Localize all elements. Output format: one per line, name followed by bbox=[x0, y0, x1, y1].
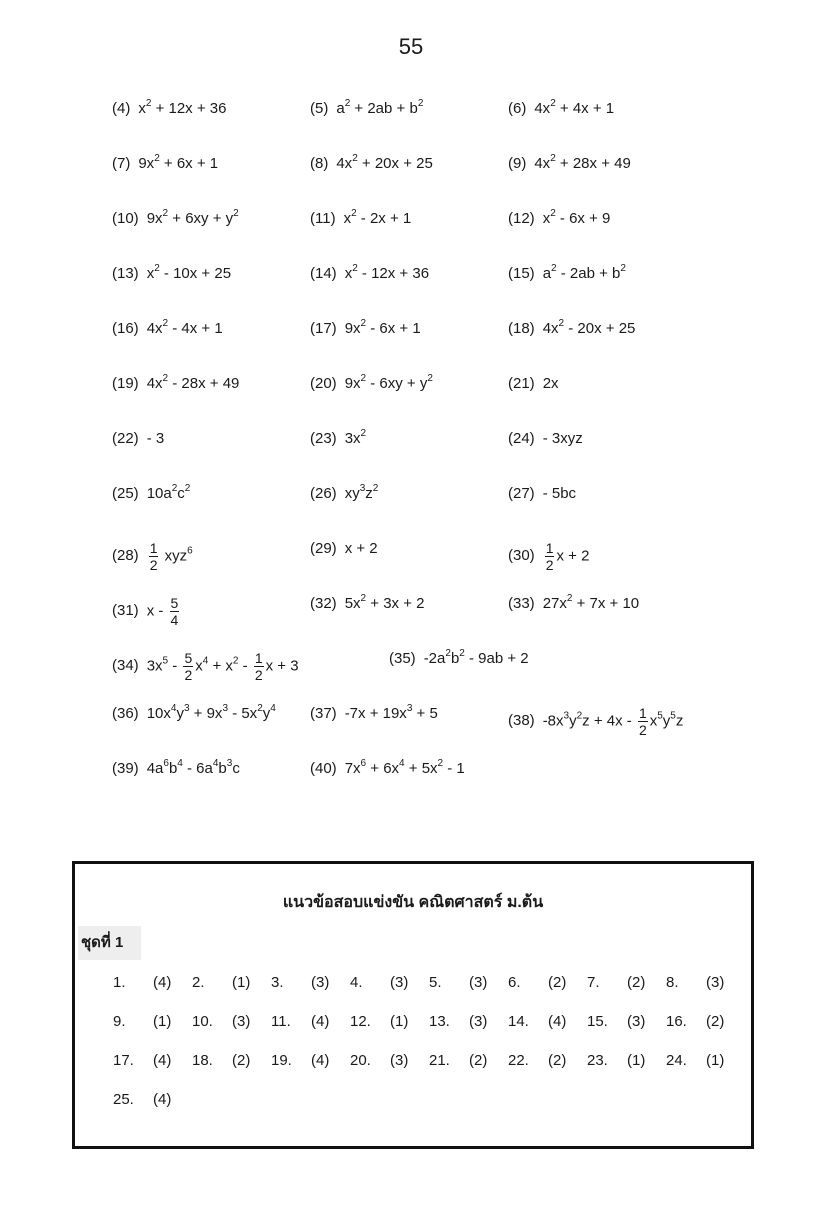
item-number: (7) bbox=[112, 155, 131, 172]
answer-item bbox=[508, 705, 683, 738]
answer-choice: (2) bbox=[706, 1013, 725, 1030]
item-number: (19) bbox=[112, 375, 139, 392]
answer-item bbox=[508, 100, 614, 117]
answer-choice: (3) bbox=[469, 974, 488, 991]
answer-choice: (3) bbox=[390, 974, 409, 991]
item-number: (27) bbox=[508, 485, 535, 502]
question-number: 18. bbox=[192, 1052, 213, 1069]
question-number: 23. bbox=[587, 1052, 608, 1069]
item-number: (9) bbox=[508, 155, 527, 172]
answer-choice: (3) bbox=[627, 1013, 646, 1030]
answer-choice: (2) bbox=[469, 1052, 488, 1069]
answer-row bbox=[112, 750, 772, 805]
answer-choice: (1) bbox=[390, 1013, 409, 1030]
item-expression: $5x^2 + 3x + 2$ bbox=[344, 593, 425, 612]
item-number: (40) bbox=[310, 760, 337, 777]
question-number: 24. bbox=[666, 1052, 687, 1069]
question-number: 6. bbox=[508, 974, 521, 991]
answer-item bbox=[112, 705, 276, 722]
item-number: (15) bbox=[508, 265, 535, 282]
item-number: (37) bbox=[310, 705, 337, 722]
answer-choice: (4) bbox=[153, 1091, 172, 1108]
answer-item bbox=[310, 760, 465, 777]
question-number: 14. bbox=[508, 1013, 529, 1030]
answer-item bbox=[112, 100, 226, 117]
answer-item bbox=[112, 430, 164, 447]
item-expression: $x^2 - 10x + 25$ bbox=[146, 263, 232, 282]
item-number: (12) bbox=[508, 210, 535, 227]
answer-row bbox=[112, 145, 772, 200]
item-number: (31) bbox=[112, 602, 139, 620]
item-expression: $4x^2 - 28x + 49$ bbox=[146, 373, 240, 392]
answer-choice: (4) bbox=[548, 1013, 567, 1030]
question-number: 21. bbox=[429, 1052, 450, 1069]
item-expression: $9x^2 + 6xy + y^2$ bbox=[146, 208, 239, 227]
item-expression: $x^2 - 2x + 1$ bbox=[343, 208, 412, 227]
answer-choice: (3) bbox=[706, 974, 725, 991]
answer-item bbox=[310, 430, 366, 447]
answer-key-row bbox=[113, 1007, 753, 1046]
question-number: 10. bbox=[192, 1013, 213, 1030]
item-expression: $4x^2 + 4x + 1$ bbox=[534, 98, 615, 117]
answer-item bbox=[508, 540, 589, 573]
item-number: (16) bbox=[112, 320, 139, 337]
item-expression: - 5bc bbox=[542, 485, 577, 502]
answer-choice: (3) bbox=[311, 974, 330, 991]
answer-item bbox=[310, 705, 438, 722]
item-expression: $4x^2 - 4x + 1$ bbox=[146, 318, 223, 337]
question-number: 9. bbox=[113, 1013, 126, 1030]
item-expression: $9x^2 - 6xy + y^2$ bbox=[344, 373, 433, 392]
page-number: 55 bbox=[398, 34, 424, 59]
item-number: (33) bbox=[508, 595, 535, 612]
question-number: 25. bbox=[113, 1091, 134, 1108]
question-number: 3. bbox=[271, 974, 284, 991]
answer-row bbox=[112, 475, 772, 530]
item-expression: $a^2 - 2ab + b^2$ bbox=[542, 263, 626, 282]
item-number: (24) bbox=[508, 430, 535, 447]
item-number: (30) bbox=[508, 547, 535, 565]
answer-item bbox=[112, 485, 190, 502]
item-expression: $\frac{1}{2}$ x + 2 bbox=[545, 540, 590, 573]
item-number: (35) bbox=[389, 650, 416, 667]
item-expression: $4x^2 + 28x + 49$ bbox=[534, 153, 631, 172]
answer-row bbox=[112, 310, 772, 365]
answer-key-row bbox=[113, 968, 753, 1007]
answer-item bbox=[112, 595, 181, 628]
question-number: 8. bbox=[666, 974, 679, 991]
answer-item bbox=[508, 210, 610, 227]
question-number: 22. bbox=[508, 1052, 529, 1069]
answer-choice: (3) bbox=[469, 1013, 488, 1030]
item-expression: $4x^2 + 20x + 25$ bbox=[336, 153, 433, 172]
item-number: (25) bbox=[112, 485, 139, 502]
answer-row bbox=[112, 585, 772, 640]
question-number: 20. bbox=[350, 1052, 371, 1069]
answer-row bbox=[112, 255, 772, 310]
item-number: (28) bbox=[112, 547, 139, 565]
item-expression: $9x^2 - 6x + 1$ bbox=[344, 318, 421, 337]
item-number: (4) bbox=[112, 100, 131, 117]
answer-key-row bbox=[113, 1046, 753, 1085]
question-number: 4. bbox=[350, 974, 363, 991]
answer-item bbox=[508, 375, 559, 392]
answer-item bbox=[310, 595, 424, 612]
answer-item bbox=[310, 155, 433, 172]
answer-item bbox=[508, 430, 583, 447]
answer-choice: (2) bbox=[548, 974, 567, 991]
question-number: 5. bbox=[429, 974, 442, 991]
question-number: 1. bbox=[113, 974, 126, 991]
answer-row bbox=[112, 640, 772, 695]
answer-row bbox=[112, 420, 772, 475]
answer-item bbox=[310, 265, 429, 282]
item-expression: $10a^2c^2$ bbox=[146, 483, 191, 502]
answer-item bbox=[112, 375, 239, 392]
item-number: (21) bbox=[508, 375, 535, 392]
answer-item bbox=[112, 210, 239, 227]
answer-key-row bbox=[113, 1085, 753, 1124]
answer-choice: (3) bbox=[390, 1052, 409, 1069]
item-expression: $\frac{1}{2}$ xyz$^6$ bbox=[149, 540, 193, 573]
answer-choice: (2) bbox=[627, 974, 646, 991]
question-number: 19. bbox=[271, 1052, 292, 1069]
answer-item bbox=[508, 320, 635, 337]
answer-item bbox=[112, 540, 193, 573]
answer-item bbox=[508, 595, 639, 612]
answer-item bbox=[508, 155, 631, 172]
question-number: 13. bbox=[429, 1013, 450, 1030]
answer-choice: (2) bbox=[548, 1052, 567, 1069]
item-number: (14) bbox=[310, 265, 337, 282]
answer-item bbox=[112, 650, 299, 683]
item-expression: $-7x + 19x^3 + 5$ bbox=[344, 703, 438, 722]
answer-row bbox=[112, 530, 772, 585]
item-number: (32) bbox=[310, 595, 337, 612]
item-number: (20) bbox=[310, 375, 337, 392]
item-number: (6) bbox=[508, 100, 527, 117]
item-number: (23) bbox=[310, 430, 337, 447]
item-number: (22) bbox=[112, 430, 139, 447]
answer-choice: (1) bbox=[232, 974, 251, 991]
item-expression: $-8x^3y^2z + 4x$ - $\frac{1}{2}$ $x^5y^5z$ bbox=[542, 705, 684, 738]
answer-choice: (4) bbox=[153, 1052, 172, 1069]
answer-choice: (4) bbox=[311, 1013, 330, 1030]
answer-item bbox=[310, 210, 411, 227]
answer-item bbox=[112, 760, 240, 777]
answer-item bbox=[310, 100, 423, 117]
item-number: (13) bbox=[112, 265, 139, 282]
item-expression: $27x^2 + 7x + 10$ bbox=[542, 593, 640, 612]
item-expression: $x^2 + 12x + 36$ bbox=[138, 98, 227, 117]
answer-row bbox=[112, 365, 772, 420]
item-expression: $4a^6b^4 - 6a^4b^3c$ bbox=[146, 758, 240, 777]
question-number: 17. bbox=[113, 1052, 134, 1069]
item-number: (39) bbox=[112, 760, 139, 777]
item-number: (11) bbox=[310, 210, 336, 227]
item-expression: x - $\frac{5}{4}$ bbox=[146, 595, 179, 628]
question-number: 11. bbox=[271, 1013, 291, 1030]
answer-item bbox=[310, 375, 433, 392]
answer-item bbox=[389, 650, 529, 667]
answer-key-title: แนวข้อสอบแข่งขัน คณิตศาสตร์ ม.ต้น bbox=[282, 894, 544, 911]
item-expression: $a^2 + 2ab + b^2$ bbox=[336, 98, 424, 117]
answer-item bbox=[112, 320, 223, 337]
answer-item bbox=[310, 485, 378, 502]
item-expression: x + 2 bbox=[344, 540, 378, 557]
answer-item bbox=[112, 155, 218, 172]
answer-key-box bbox=[72, 861, 754, 1149]
answer-choice: (1) bbox=[153, 1013, 172, 1030]
answer-item bbox=[112, 265, 231, 282]
item-number: (36) bbox=[112, 705, 139, 722]
answer-choice: (2) bbox=[232, 1052, 251, 1069]
answer-item bbox=[310, 540, 378, 557]
answer-item bbox=[310, 320, 421, 337]
item-number: (10) bbox=[112, 210, 139, 227]
item-expression: $3x^5$ - $\frac{5}{2}$ $x^4 + x^2$ - $\frac{1}{2}$ x + 3 bbox=[146, 650, 299, 683]
item-number: (38) bbox=[508, 712, 535, 730]
question-number: 2. bbox=[192, 974, 205, 991]
answer-row bbox=[112, 695, 772, 750]
item-expression: $-2a^2b^2 - 9ab + 2$ bbox=[423, 648, 529, 667]
set-label: ชุดที่ 1 bbox=[78, 926, 141, 960]
item-expression: $4x^2 - 20x + 25$ bbox=[542, 318, 636, 337]
item-number: (17) bbox=[310, 320, 337, 337]
answer-choice: (4) bbox=[311, 1052, 330, 1069]
item-number: (29) bbox=[310, 540, 337, 557]
question-number: 12. bbox=[350, 1013, 371, 1030]
item-expression: - 3 bbox=[146, 430, 165, 447]
item-expression: $xy^3z^2$ bbox=[344, 483, 379, 502]
item-number: (8) bbox=[310, 155, 329, 172]
item-expression: $x^2 - 6x + 9$ bbox=[542, 208, 611, 227]
answer-item bbox=[508, 265, 626, 282]
item-expression: $3x^2$ bbox=[344, 428, 367, 447]
answer-choice: (1) bbox=[706, 1052, 725, 1069]
question-number: 16. bbox=[666, 1013, 687, 1030]
item-expression: $10x^4y^3 + 9x^3 - 5x^2y^4$ bbox=[146, 703, 276, 722]
item-expression: $7x^6 + 6x^4 + 5x^2 - 1$ bbox=[344, 758, 465, 777]
answer-item bbox=[508, 485, 576, 502]
item-expression: $9x^2 + 6x + 1$ bbox=[138, 153, 219, 172]
item-expression: $x^2 - 12x + 36$ bbox=[344, 263, 430, 282]
item-expression: 2x bbox=[542, 375, 559, 392]
item-number: (34) bbox=[112, 657, 139, 675]
item-expression: - 3xyz bbox=[542, 430, 583, 447]
answer-choice: (1) bbox=[627, 1052, 646, 1069]
question-number: 7. bbox=[587, 974, 600, 991]
item-number: (18) bbox=[508, 320, 535, 337]
answer-list bbox=[112, 90, 772, 805]
question-number: 15. bbox=[587, 1013, 608, 1030]
item-number: (26) bbox=[310, 485, 337, 502]
answer-row bbox=[112, 200, 772, 255]
answer-choice: (4) bbox=[153, 974, 172, 991]
answer-choice: (3) bbox=[232, 1013, 251, 1030]
answer-key-grid bbox=[113, 968, 753, 1124]
item-number: (5) bbox=[310, 100, 329, 117]
answer-row bbox=[112, 90, 772, 145]
